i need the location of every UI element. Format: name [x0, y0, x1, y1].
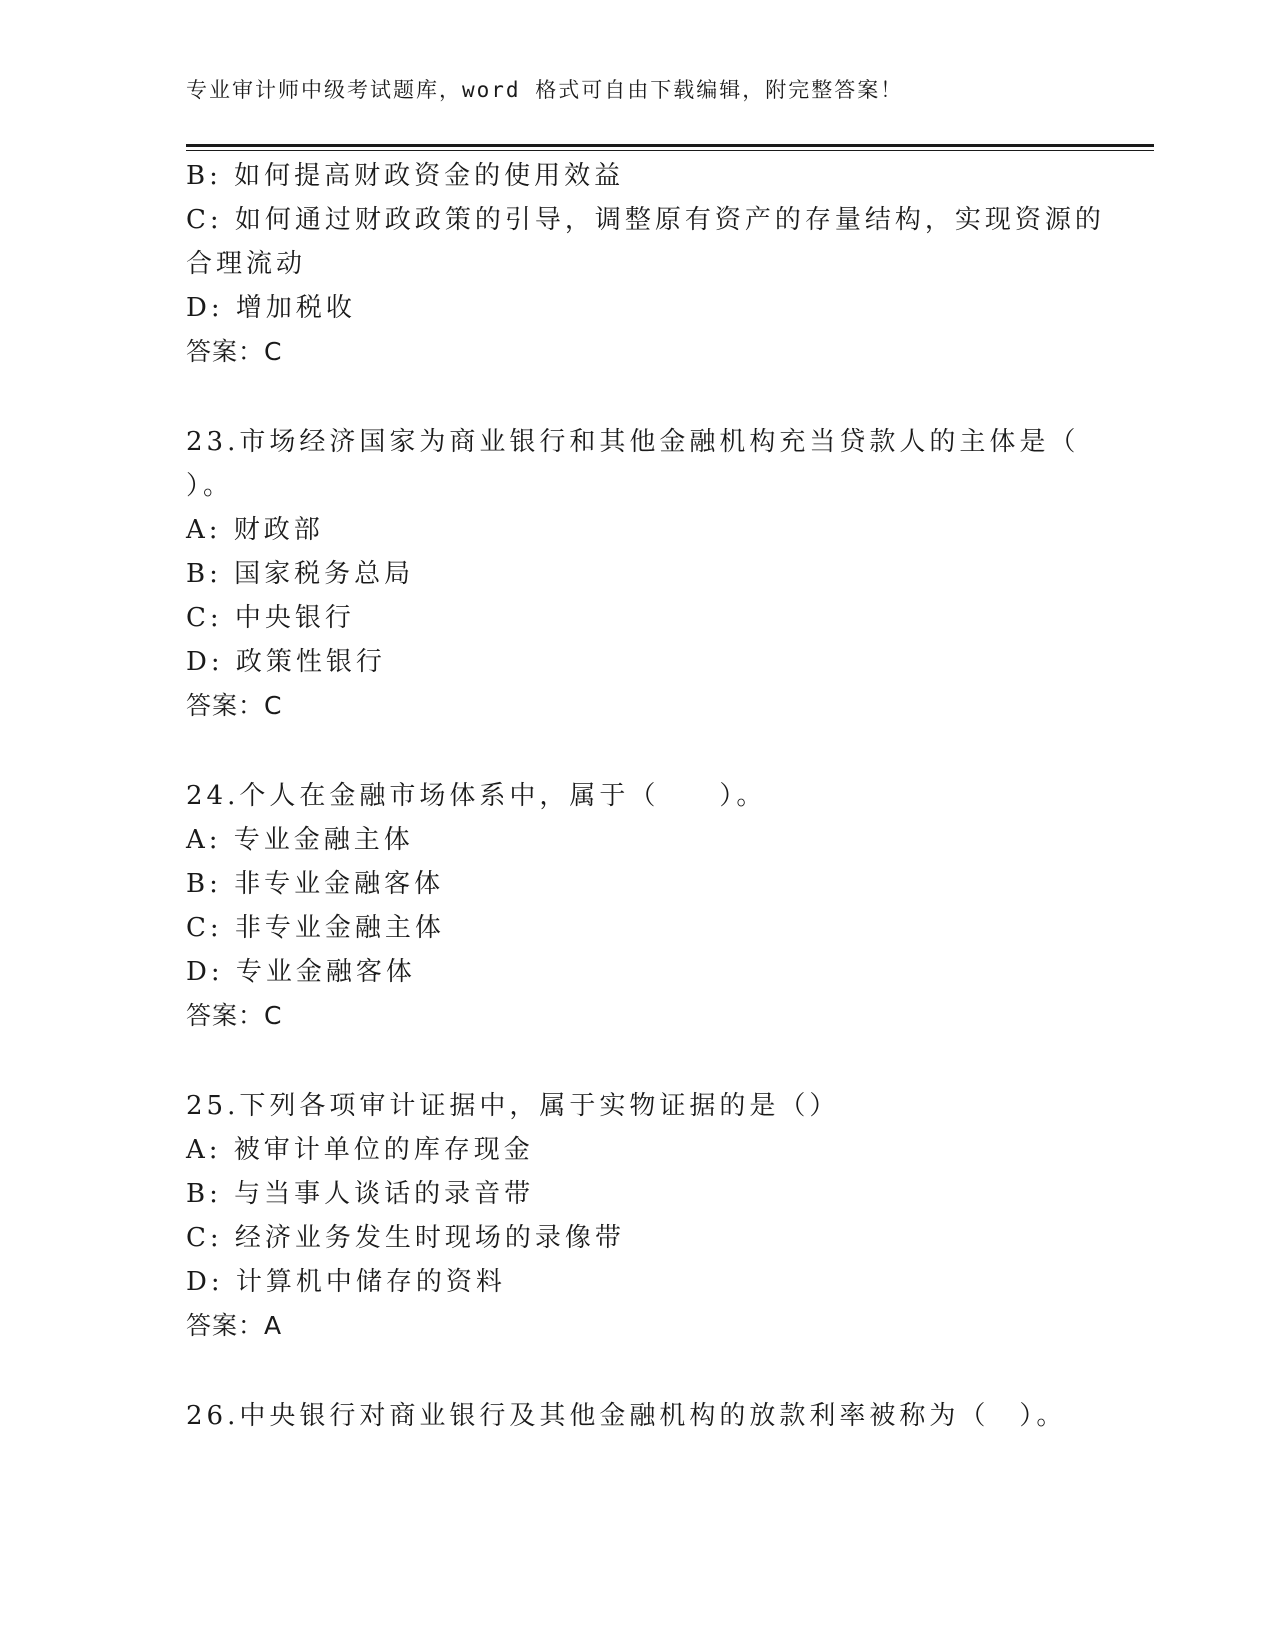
q23-option-d: D: 政策性银行 [186, 647, 386, 677]
page-header: 专业审计师中级考试题库，word 格式可自由下载编辑，附完整答案！ [186, 78, 904, 102]
q23-stem-line1: 23.市场经济国家为商业银行和其他金融机构充当贷款人的主体是（ [186, 427, 1080, 457]
q25-option-a: A: 被审计单位的库存现金 [186, 1135, 534, 1165]
q26-stem: 26.中央银行对商业银行及其他金融机构的放款利率被称为（ ）。 [186, 1401, 1067, 1431]
q24-option-c: C: 非专业金融主体 [186, 913, 445, 943]
q24-option-b: B: 非专业金融客体 [186, 869, 445, 899]
q22-option-c-line2: 合理流动 [186, 249, 307, 279]
header-rule-thin [186, 150, 1154, 151]
q25-option-b: B: 与当事人谈话的录音带 [186, 1179, 535, 1209]
q25-stem: 25.下列各项审计证据中，属于实物证据的是（） [186, 1091, 840, 1121]
q25-option-c: C: 经济业务发生时现场的录像带 [186, 1223, 625, 1253]
q24-stem: 24.个人在金融市场体系中，属于（ ）。 [186, 781, 767, 811]
q24-option-d: D: 专业金融客体 [186, 957, 416, 987]
q24-option-a: A: 专业金融主体 [186, 825, 414, 855]
q22-answer: 答案：C [186, 337, 283, 366]
q22-option-d: D: 增加税收 [186, 293, 356, 323]
q23-option-c: C: 中央银行 [186, 603, 355, 633]
q22-option-c-line1: C: 如何通过财政政策的引导，调整原有资产的存量结构，实现资源的 [186, 205, 1105, 235]
q25-answer: 答案：A [186, 1311, 283, 1340]
q24-answer: 答案：C [186, 1001, 283, 1030]
q23-stem-line2: ）。 [186, 471, 234, 501]
q25-option-d: D: 计算机中储存的资料 [186, 1267, 506, 1297]
q23-option-a: A: 财政部 [186, 515, 324, 545]
q23-option-b: B: 国家税务总局 [186, 559, 415, 589]
header-rule-thick [186, 144, 1154, 147]
q22-option-b: B: 如何提高财政资金的使用效益 [186, 161, 625, 191]
q23-answer: 答案：C [186, 691, 283, 720]
